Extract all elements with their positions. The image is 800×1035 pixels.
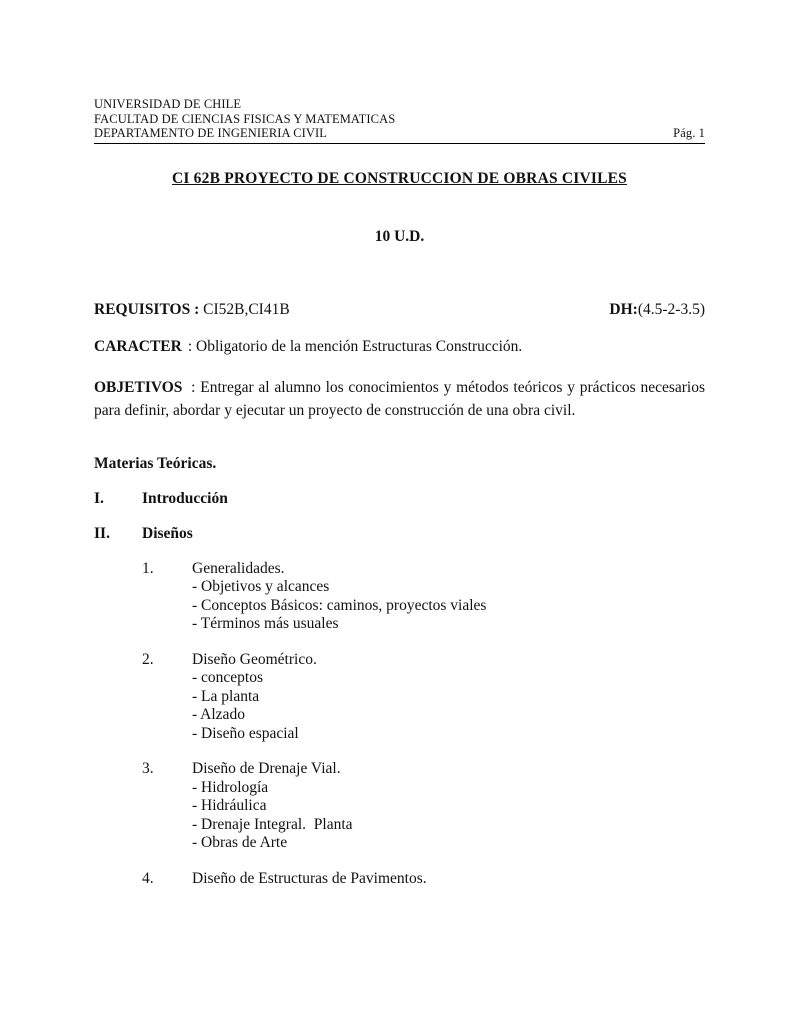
objetivos-value: : Entregar al alumno los conocimientos y métodos teóricos y prácticos necesarios para definir, abordar y ejecutar un proyecto de construcción de una obra civil. — [94, 378, 705, 419]
item-title: Generalidades. — [192, 559, 285, 577]
caracter-value: : Obligatorio de la mención Estructuras Construcción. — [187, 337, 523, 355]
caracter-row — [94, 338, 705, 356]
requisitos-value: CI52B,CI41B — [199, 300, 290, 318]
course-units: 10 U.D. — [374, 227, 425, 245]
materias-heading: Materias Teóricas. — [94, 454, 217, 472]
item-title: Diseño de Estructuras de Pavimentos. — [192, 869, 427, 887]
section-introduccion — [94, 490, 705, 508]
page-number: Pág. 1 — [673, 126, 705, 140]
item-number: 4. — [142, 869, 154, 887]
list-item — [142, 651, 705, 744]
item-number: 2. — [142, 650, 154, 668]
item-subitem: - Términos más usuales — [192, 615, 339, 632]
item-body — [192, 760, 353, 853]
item-subitem: - Obras de Arte — [192, 834, 288, 851]
dh-value: (4.5-2-3.5) — [637, 300, 705, 318]
document-header — [94, 97, 705, 144]
item-body — [192, 560, 486, 634]
objetivos-paragraph — [94, 376, 705, 422]
objetivos-label: OBJETIVOS — [94, 378, 183, 396]
requisitos-field — [94, 301, 290, 319]
caracter-label: CARACTER — [94, 337, 182, 355]
list-item — [142, 870, 705, 889]
item-number: 3. — [142, 760, 154, 777]
item-subitem: - Hidrología — [192, 778, 269, 796]
item-subitem: - conceptos — [192, 669, 264, 686]
item-subitem: - Conceptos Básicos: caminos, proyectos viales — [192, 596, 487, 614]
header-rule-row — [94, 126, 705, 144]
item-number: 1. — [142, 559, 154, 577]
section-disenos — [94, 525, 705, 543]
item-body — [192, 870, 427, 889]
section-title: Introducción — [142, 489, 228, 507]
item-subitem: - Alzado — [192, 706, 245, 723]
item-subitem: - Hidráulica — [192, 797, 267, 814]
item-title: Diseño de Drenaje Vial. — [192, 760, 341, 777]
header-university: UNIVERSIDAD DE CHILE — [94, 97, 242, 111]
requisitos-label: REQUISITOS : — [94, 300, 200, 318]
header-faculty: FACULTAD DE CIENCIAS FISICAS Y MATEMATICAS — [94, 111, 396, 126]
list-item — [142, 760, 705, 853]
section-title: Diseños — [142, 524, 193, 542]
item-subitem: - Diseño espacial — [192, 724, 299, 742]
list-item — [142, 560, 705, 634]
item-subitem: - Objetivos y alcances — [192, 578, 330, 595]
dh-field — [609, 301, 705, 319]
item-body — [192, 651, 317, 744]
item-subitem: - Drenaje Integral. Planta — [192, 815, 353, 833]
item-subitem: - La planta — [192, 687, 260, 705]
section-numeral: I. — [94, 489, 104, 507]
requisitos-row — [94, 301, 705, 319]
section-numeral: II. — [94, 524, 110, 542]
item-title: Diseño Geométrico. — [192, 650, 317, 668]
header-department: DEPARTAMENTO DE INGENIERIA CIVIL — [94, 126, 328, 140]
course-title: CI 62B PROYECTO DE CONSTRUCCION DE OBRAS CIVILES — [171, 169, 628, 187]
dh-label: DH: — [609, 300, 638, 318]
